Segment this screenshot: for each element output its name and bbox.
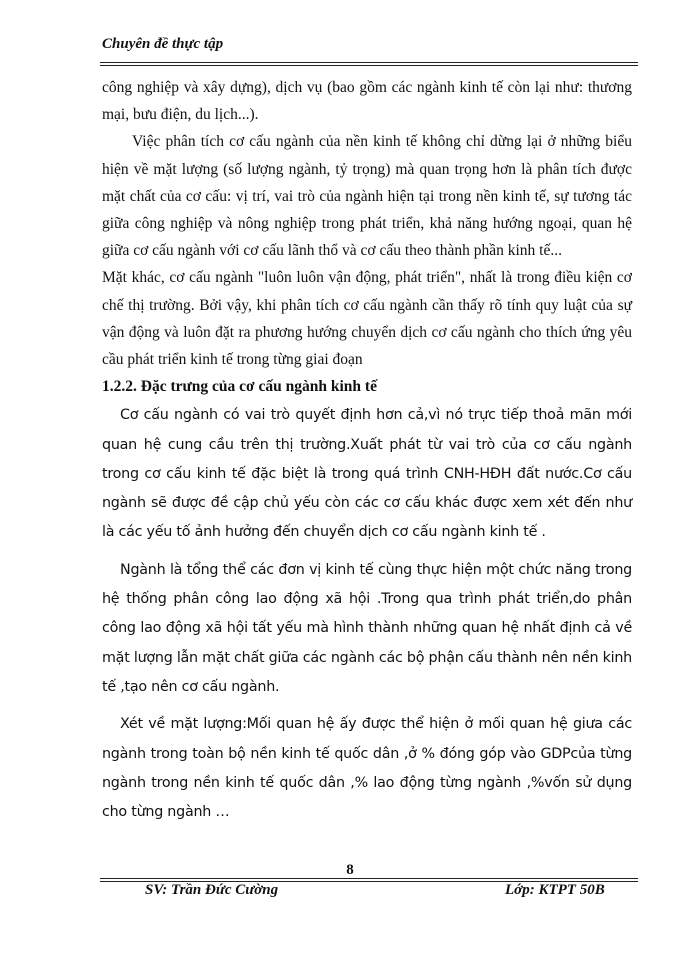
section-heading: 1.2.2. Đặc trưng của cơ cấu ngành kinh tế [102, 378, 377, 396]
paragraph: Mặt khác, cơ cấu ngành "luôn luôn vận động, phát triển", nhất là trong điều kiện cơ chế thị trường. Bởi vậy, khi phân tích cơ cấu ngành cần thấy rõ tính quy luật của sự vận động và luôn đặt ra phương hướng chuyển dịch cơ cấu ngành cho thích ứng yêu cầu phát triển kinh tế trong từng giai đoạn [102, 269, 632, 369]
paragraph: Ngành là tổng thể các đơn vị kinh tế cùng thực hiện một chức năng trong hệ thống phân công lao động xã hội .Trong qua trình phát triển,do phân công lao động xã hội tất yếu mà hình thành những quan hệ nhất định cả về mặt lượng lẫn mặt chất giữa các ngành các bộ phận cấu thành nên nền kinh tế ,tạo nên cơ cấu ngành. [102, 561, 632, 695]
page-body [102, 74, 632, 827]
paragraph: Cơ cấu ngành có vai trò quyết định hơn cả,vì nó trực tiếp thoả mãn mới quan hệ cung cầu trên thị trường.Xuất phát từ vai trò của cơ cấu ngành trong cơ cấu kinh tế đặc biệt là trong quá trình CNH-HĐH đất nước.Cơ cấu ngành sẽ được đề cập chủ yếu còn các cơ cấu khác được xem xét đến như là các yếu tố ảnh hưởng đến chuyển dịch cơ cấu ngành kinh tế . [102, 407, 632, 541]
page-number: 8 [346, 862, 354, 878]
footer-student: SV: Trần Đức Cường [145, 882, 279, 898]
header-rule [100, 62, 638, 66]
header-title: Chuyên đề thực tập [102, 36, 224, 52]
paragraph: Việc phân tích cơ cấu ngành của nền kinh tế không chỉ dừng lại ở những biểu hiện về mặt lượng (số lượng ngành, tỷ trọng) mà quan trọng hơn là phân tích được mặt chất của cơ cấu: vị trí, vai trò của ngành hiện tại trong nền kinh tế, sự tương tác giữa công nghiệp và nông nghiệp trong phát triển, khả năng hướng ngoại, quan hệ giữa cơ cấu ngành với cơ cấu lãnh thổ và cơ cấu theo thành phần kinh tế... [102, 133, 632, 260]
paragraph: Xét về mặt lượng:Mối quan hệ ấy được thể hiện ở mối quan hệ giưa các ngành trong toàn bộ nền kinh tế quốc dân ,ở % đóng góp vào GDPcủa từng ngành trong nền kinh tế quốc dân ,% lao động từng ngành ,%vốn sử dụng cho từng ngành … [102, 716, 632, 821]
paragraph: công nghiệp và xây dựng), dịch vụ (bao gồm các ngành kinh tế còn lại như: thương mại, bưu điện, du lịch...). [102, 79, 632, 124]
footer-class: Lớp: KTPT 50B [505, 882, 605, 898]
